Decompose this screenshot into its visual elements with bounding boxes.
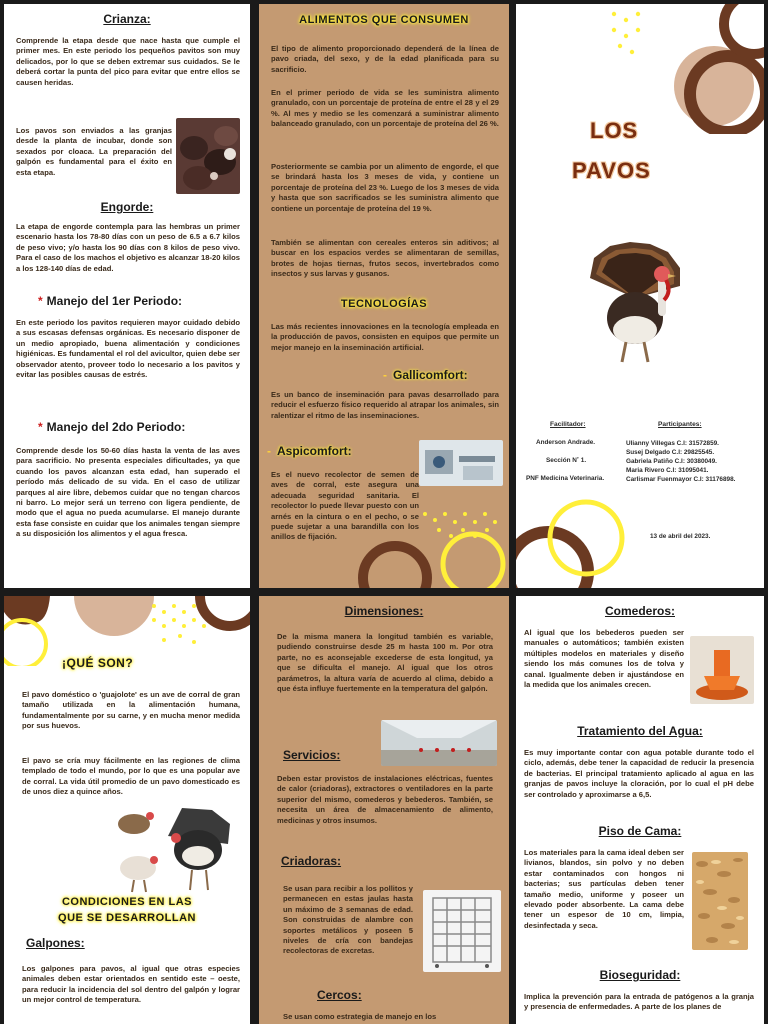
participante-2: Susej Delgado C.I: 29825545. bbox=[626, 449, 715, 456]
manejo1-title bbox=[38, 294, 182, 308]
turkeys-illustration bbox=[112, 804, 242, 894]
agua-text: Es muy importante contar con agua potable durante todo el ciclo, además, debe tener la capacidad de reducir la presencia de bacterias. El principal tratamiento aplicado al agua en las granjas de pavos incluye la cloración, por lo cual el pH debe ser controlado y aproximarse a 6,5. bbox=[524, 748, 754, 799]
participante-1: Ulianny Villegas C.I: 31572859. bbox=[626, 440, 719, 447]
manejo1-title-text: Manejo del 1er Periodo: bbox=[46, 294, 183, 308]
dash-bullet: - bbox=[267, 444, 271, 458]
turkey-illustration bbox=[580, 238, 690, 366]
aspicomfort-title-text: Aspicomfort: bbox=[277, 444, 352, 458]
crianza-text-2: Los pavos son enviados a las granjas desde la planta de incubar, donde son sexados por cloaca. La preparación del galpón es fundamental para el éxito en esta etapa. bbox=[16, 126, 172, 177]
criadora-cage-photo bbox=[423, 890, 501, 972]
cover-title-line2: PAVOS bbox=[572, 158, 651, 183]
criadoras-title: Criadoras: bbox=[281, 854, 342, 868]
engorde-title: Engorde: bbox=[100, 200, 154, 214]
dimensiones-title: Dimensiones: bbox=[344, 604, 424, 618]
tecnologias-title: TECNOLOGÍAS bbox=[340, 298, 428, 310]
facilitador-name: Anderson Andrade. bbox=[536, 439, 596, 446]
alimentos-title: ALIMENTOS QUE CONSUMEN bbox=[299, 14, 469, 26]
condiciones-title-2: QUE SE DESARROLLAN bbox=[58, 912, 196, 924]
decor-bottom bbox=[516, 488, 764, 588]
crianza-text-1: Comprende la etapa desde que nace hasta que cumple el primer mes. En este periodo los pequeños pavitos son muy delicados, por lo que se deben extremar sus cuidados. Se le deberá cortar la punta del pico para evitar que entre ellos se causen heridas. bbox=[16, 36, 240, 87]
alimentos-text-1: El tipo de alimento proporcionado dependerá de la línea de pavo criada, del sexo, y de la edad planificada para su sacrificio. bbox=[271, 44, 499, 74]
decor-circles bbox=[355, 474, 509, 588]
panel-cover bbox=[516, 4, 764, 588]
condiciones-title-1: CONDICIONES EN LAS bbox=[61, 896, 192, 908]
cercos-text: Se usan como estrategia de manejo en los bbox=[283, 1012, 437, 1021]
participante-3: Gabriela Patiño C.I: 30380049. bbox=[626, 458, 717, 465]
comederos-title: Comederos: bbox=[604, 604, 675, 618]
facilitador-label: Facilitador: bbox=[550, 421, 586, 428]
galpones-title: Galpones: bbox=[26, 936, 85, 950]
participante-4: Maria Rivero C.I: 31095041. bbox=[626, 467, 709, 474]
criadoras-text: Se usan para recibir a los pollitos y permanecen en estas jaulas hasta un máximo de 3 semanas de edad. Son construidas de alambre con soportes metálicos y poseen 5 niveles de cría con bandejas recolectoras de excretas. bbox=[283, 884, 413, 956]
agua-title: Tratamiento del Agua: bbox=[577, 724, 703, 738]
comederos-text: Al igual que los bebederos pueden ser manuales o automáticos; también existen múltiples modelos en materiales y diseño siendo los más comunes los de tolva y canal. Igualmente deben ir ajustándose en la medida que los animales crecen. bbox=[524, 628, 684, 690]
pnf-label: PNF Medicina Veterinaria. bbox=[526, 475, 605, 482]
galpones-text: Los galpones para pavos, al igual que otras especies animales deben estar orientados en sentido este – oeste, para reducir la incidencia del sol dentro del galpón y lograr un mejor control de temperatura. bbox=[22, 964, 240, 1005]
galpon-interior-photo bbox=[381, 720, 497, 766]
comedero-photo bbox=[690, 636, 754, 704]
turkey-flock-photo bbox=[176, 118, 240, 194]
cama-shavings-photo bbox=[692, 852, 748, 950]
star-bullet: * bbox=[38, 294, 43, 308]
servicios-title: Servicios: bbox=[283, 748, 341, 762]
manejo2-title bbox=[38, 420, 185, 434]
manejo2-title-text: Manejo del 2do Periodo: bbox=[46, 420, 186, 434]
dash-bullet: - bbox=[383, 368, 387, 382]
aspicomfort-title bbox=[267, 444, 352, 458]
cover-title-line1: LOS bbox=[590, 118, 639, 143]
servicios-text: Deben estar provistos de instalaciones eléctricas, fuentes de calor (criadoras), extractores o ventiladores en la parte superior del mismo, comederos y bebederos. También, se necesita un área de almacenamiento de alimento, medicinas y otros insumos. bbox=[277, 774, 493, 825]
panel-alimentos bbox=[259, 4, 509, 588]
decor-top bbox=[604, 4, 764, 134]
seccion-label: Sección N˚ 1. bbox=[546, 457, 587, 464]
que-son-text-1: El pavo doméstico o 'guajolote' es un ave de corral de gran tamaño utilizada en la alimentación humana, fundamentalmente por su carne, y en mucha menor medida por sus huevos. bbox=[22, 690, 240, 731]
aspicomfort-text: Es el nuevo recolector de semen de aves de corral, este asegura una adecuada seguridad sanitaria. El recolector lo puede llevar puesto con un arnés en la cintura o en el pecho, o se puede sujetar a una barandilla con los anillos de fijación. bbox=[271, 470, 419, 542]
dimensiones-text: De la misma manera la longitud también es variable, pudiendo construirse desde 25 m hasta 100 m. Por otra parte, no es aconsejable excederse de esta longitud, ya que se dificulta el manejo. Al igual que los otros parámetros, la altura varía de acuerdo al clima, debido a que ésta influye fuertemente en la temperatura del galpón. bbox=[277, 632, 493, 694]
tecnologias-text: Las más recientes innovaciones en la tecnología empleada en la producción de pavos, consisten en equipos que permite un mejor manejo en la inseminación artificial. bbox=[271, 322, 499, 352]
participantes-label: Participantes: bbox=[658, 421, 702, 428]
cama-text: Los materiales para la cama ideal deben ser livianos, blandos, sin polvo y no deben estar contaminados con hongos ni bacterias; sus partículas deben tener tamaño medio, uniforme y poseer un elevado poder absorbente. La cama debe tener un espesor de 10 cm, limpia, desinfectada y seca. bbox=[524, 848, 684, 930]
alimentos-text-3: Posteriormente se cambia por un alimento de engorde, el que se brindará hasta los 3 meses de vida, y contiene un porcentaje de proteína del 23 %. Luego de los 3 meses de vida y hasta que son sacrificados se les suministra alimento que contiene un porcentaje de proteína del 19 %. bbox=[271, 162, 499, 213]
manejo1-text: En este periodo los pavitos requieren mayor cuidado debido a sus escasas defensas orgánicas. Es necesario disponer de un medio apropiado, buena alimentación y condiciones higiénicas. Es fundamental el rol del avicultor, quien debe ser observador atento, proveer todo lo necesario a los pavitos y evitar las posibles causas de estrés. bbox=[16, 318, 240, 380]
cover-date: 13 de abril del 2023. bbox=[650, 533, 711, 540]
bioseguridad-text: Implica la prevención para la entrada de patógenos a la granja y presencia de enfermedades. A parte de los planes de bbox=[524, 992, 754, 1012]
panel-comederos bbox=[516, 596, 764, 1024]
star-bullet: * bbox=[38, 420, 43, 434]
panel-dimensiones bbox=[259, 596, 509, 1024]
engorde-text: La etapa de engorde contempla para las hembras un primer escenario hasta los 78-80 días con un peso de 6.5 a 6.7 kilos de peso vivo; y/o hasta los 90 días con 8 kilos de peso vivo. Para el caso de los machos el objetivo es alcanzar 18-20 kilos a los 128-140 días de edad. bbox=[16, 222, 240, 273]
bioseguridad-title: Bioseguridad: bbox=[599, 968, 681, 982]
gallicomfort-title bbox=[383, 368, 468, 382]
alimentos-text-2: En el primer periodo de vida se les suministra alimento granulado, con un porcentaje de proteína de entre el 28 y el 29 %. Al mes y medio se les comenzará a suministrar alimento balanceado granulado, con un porcentaje de proteína del 26 %. bbox=[271, 88, 499, 129]
manejo2-text: Comprende desde los 50-60 días hasta la venta de las aves para sacrificio. No presenta especiales dificultades, ya que cuando los pavos alcanzan esta edad, han superado el período más delicado de su vida. En el caso de utilizar parques al aire libre, debemos cuidar que no tengan charcos ni barro. Lo mejor será un terreno con ligera pendiente, de modo que el agua no pueda acumularse. El manejo durante esta fase consiste en cuidar que los animales tengan siempre a su disposición los alimentos y el agua fresca. bbox=[16, 446, 240, 539]
gallicomfort-title-text: Gallicomfort: bbox=[393, 368, 468, 382]
que-son-text-2: El pavo se cría muy fácilmente en las regiones de clima templado de todo el mundo, por lo que es una popular ave de corral. La vida útil promedio de un pavo domesticado es de unos diez a quince años. bbox=[22, 756, 240, 797]
panel-que-son bbox=[4, 596, 250, 1024]
que-son-title: ¡QUÉ SON? bbox=[62, 656, 134, 670]
cercos-title: Cercos: bbox=[317, 988, 362, 1002]
crianza-title: Crianza: bbox=[103, 12, 151, 26]
cama-title: Piso de Cama: bbox=[598, 824, 682, 838]
gallicomfort-text: Es un banco de inseminación para pavas desarrollado para reducir el esfuerzo físico requerido al atrapar los animales, sin ralentizar el ritmo de las inseminaciones. bbox=[271, 390, 499, 420]
panel-crianza bbox=[4, 4, 250, 588]
participante-5: Carlismar Fuenmayor C.I: 31176898. bbox=[626, 476, 736, 483]
alimentos-text-4: También se alimentan con cereales enteros sin aditivos; al buscar en los espacios verdes se alimentaran de semillas, brotes de hojas tiernas, frutos secos, invertebrados como insectos y sus larvas y gusanos. bbox=[271, 238, 499, 279]
